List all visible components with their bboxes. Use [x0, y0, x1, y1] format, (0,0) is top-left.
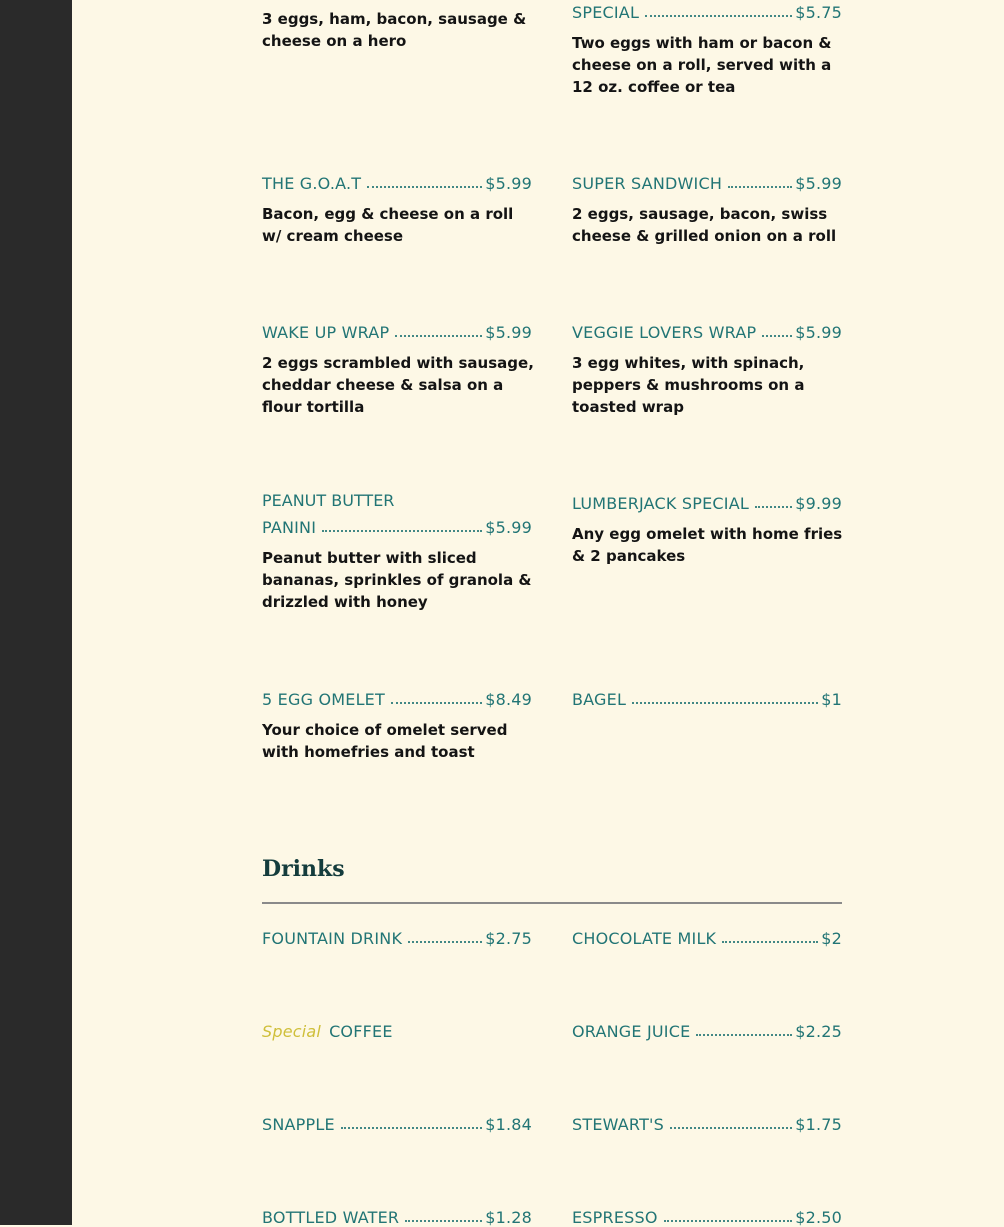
item-description: Bacon, egg & cheese on a roll w/ cream cheese	[262, 205, 514, 245]
item-price: $5.75	[795, 3, 842, 22]
item-name: SUPER SANDWICH	[572, 174, 723, 193]
item-description: Any egg omelet with home fries & 2 pancakes	[572, 525, 843, 565]
leader-dots	[762, 335, 792, 337]
leader-dots	[405, 1220, 482, 1222]
item-description: 3 egg whites, with spinach, peppers & mushrooms on a toasted wrap	[572, 354, 805, 416]
item-price: $5.99	[485, 323, 532, 342]
item-name: ESPRESSO	[572, 1208, 658, 1227]
item-name: BOTTLED WATER	[262, 1208, 400, 1227]
leader-dots	[408, 941, 482, 943]
menu-item-bagel[interactable]	[572, 685, 842, 709]
item-header	[262, 1203, 532, 1227]
item-header	[262, 513, 532, 537]
menu-item-goat[interactable]	[262, 169, 532, 247]
item-price: $9.99	[795, 494, 842, 513]
item-header	[572, 489, 842, 513]
leader-dots	[632, 702, 818, 704]
item-header	[262, 1017, 532, 1041]
item-name: LUMBERJACK SPECIAL	[572, 494, 749, 513]
leader-dots	[755, 506, 792, 508]
leader-dots	[341, 1127, 482, 1129]
section-divider	[262, 902, 842, 904]
menu-item-snapple[interactable]	[262, 1110, 532, 1134]
leader-dots	[722, 941, 818, 943]
leader-dots	[696, 1034, 792, 1036]
item-price: $1.28	[485, 1208, 532, 1227]
menu-item-bottled-water[interactable]	[262, 1203, 532, 1227]
leader-dots	[670, 1127, 792, 1129]
item-description: Peanut butter with sliced bananas, sprinkles of granola & drizzled with honey	[262, 549, 532, 611]
menu-item-super-sandwich[interactable]	[572, 169, 842, 247]
item-header	[262, 1110, 532, 1134]
leader-dots	[391, 702, 482, 704]
item-price: $2	[821, 929, 842, 948]
item-price: $2.50	[795, 1208, 842, 1227]
section-title-drinks: Drinks	[262, 856, 345, 882]
menu-item-lumberjack-special[interactable]	[572, 489, 842, 567]
leader-dots	[728, 186, 792, 188]
item-header	[262, 924, 532, 948]
item-name: FOUNTAIN DRINK	[262, 929, 403, 948]
item-header	[572, 924, 842, 948]
item-name: THE G.O.A.T	[262, 174, 362, 193]
menu-item-orange-juice[interactable]	[572, 1017, 842, 1041]
leader-dots	[664, 1220, 793, 1222]
left-sidebar	[0, 0, 72, 1225]
menu-item-five-egg-omelet[interactable]	[262, 685, 532, 763]
item-name: STEWART'S	[572, 1115, 665, 1134]
item-header	[262, 685, 532, 709]
item-description: Your choice of omelet served with homefries and toast	[262, 721, 508, 761]
item-price: $5.99	[795, 174, 842, 193]
menu-item-special[interactable]	[572, 0, 842, 98]
menu-item-stewarts[interactable]	[572, 1110, 842, 1134]
item-price: $8.49	[485, 690, 532, 709]
item-header	[572, 1017, 842, 1041]
item-price: $1.75	[795, 1115, 842, 1134]
leader-dots	[395, 335, 482, 337]
item-name: ORANGE JUICE	[572, 1022, 691, 1041]
leader-dots	[645, 15, 792, 17]
item-name-line1: PEANUT BUTTER	[262, 491, 395, 510]
item-name: WAKE UP WRAP	[262, 323, 390, 342]
menu-item-wake-up-wrap[interactable]	[262, 318, 532, 418]
menu-item-veggie-lovers-wrap[interactable]	[572, 318, 842, 418]
item-description: Two eggs with ham or bacon & cheese on a roll, served with a 12 oz. coffee or tea	[572, 34, 832, 96]
item-header	[262, 169, 532, 193]
item-header	[572, 1203, 842, 1227]
menu-item-coffee[interactable]	[262, 1017, 532, 1041]
item-description: 2 eggs, sausage, bacon, swiss cheese & grilled onion on a roll	[572, 205, 837, 245]
special-label: Special	[262, 1022, 322, 1041]
item-header	[262, 318, 532, 342]
item-price: $5.99	[485, 518, 532, 537]
item-header	[572, 0, 842, 22]
item-name: CHOCOLATE MILK	[572, 929, 717, 948]
leader-dots	[367, 186, 482, 188]
item-name: 5 EGG OMELET	[262, 690, 385, 709]
item-name: BAGEL	[572, 690, 627, 709]
item-name: SPECIAL	[572, 3, 640, 22]
item-name: SNAPPLE	[262, 1115, 335, 1134]
leader-dots	[322, 530, 482, 532]
item-header	[572, 685, 842, 709]
item-header	[572, 318, 842, 342]
item-description: 2 eggs scrambled with sausage, cheddar cheese & salsa on a flour tortilla	[262, 354, 534, 416]
item-price: $2.75	[485, 929, 532, 948]
menu-item-espresso[interactable]	[572, 1203, 842, 1227]
item-price: $5.99	[795, 323, 842, 342]
menu-item-fountain-drink[interactable]	[262, 924, 532, 948]
item-header	[572, 1110, 842, 1134]
item-price: $1	[821, 690, 842, 709]
item-name: COFFEE	[329, 1022, 393, 1041]
item-price: $5.99	[485, 174, 532, 193]
item-name: PANINI	[262, 518, 317, 537]
menu-item-partial	[262, 8, 532, 52]
menu-item-chocolate-milk[interactable]	[572, 924, 842, 948]
item-price: $2.25	[795, 1022, 842, 1041]
menu-item-peanut-butter-panini[interactable]	[262, 489, 532, 613]
item-price: $1.84	[485, 1115, 532, 1134]
item-name: VEGGIE LOVERS WRAP	[572, 323, 757, 342]
item-header	[572, 169, 842, 193]
item-description: 3 eggs, ham, bacon, sausage & cheese on a hero	[262, 10, 527, 50]
